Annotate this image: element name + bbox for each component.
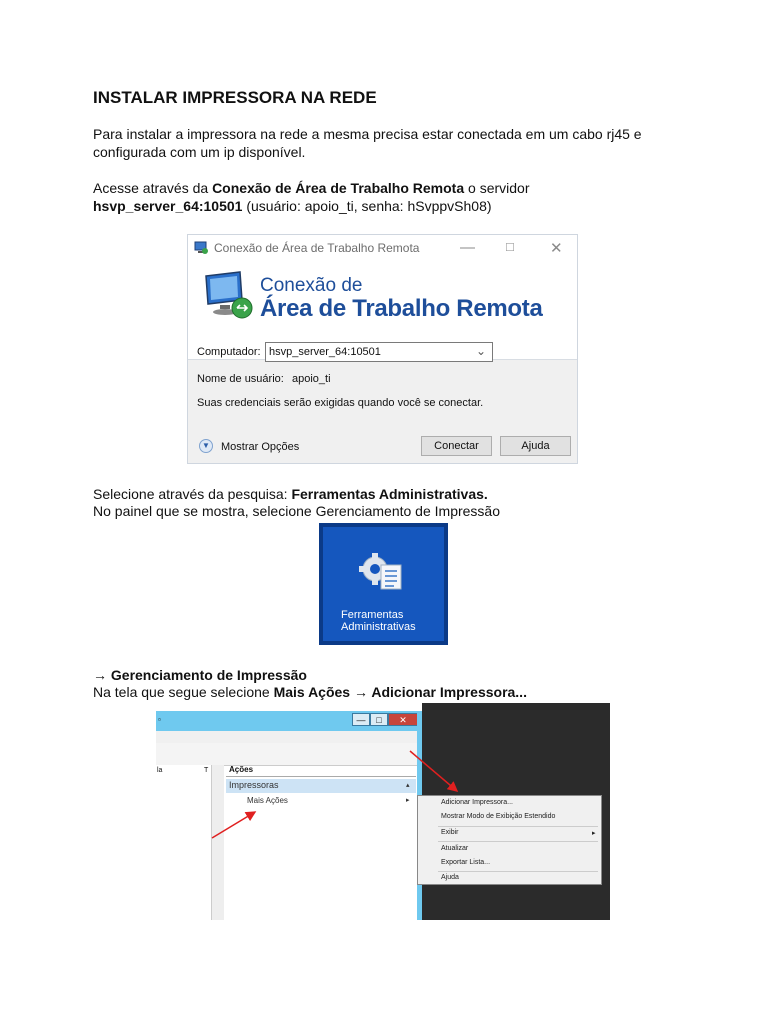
access-pre: Acesse através da [93,180,213,196]
intro-line-2: configurada com um ip disponível. [93,144,306,160]
access-bold: Conexão de Área de Trabalho Remota [212,180,465,196]
menu-help[interactable]: Ajuda [441,874,459,881]
show-options-link[interactable]: Mostrar Opções [221,441,300,453]
server-post: (usuário: apoio_ti, senha: hSvppvSh08) [242,198,492,214]
pm-actions-header: Ações [226,765,416,777]
user-label: Nome de usuário: [197,373,284,385]
rdp-app-icon [194,240,209,255]
pm-left-col-text: la [157,767,163,774]
access-paragraph [93,179,530,198]
submenu-arrow-icon: ▸ [406,797,410,804]
menu-add-printer[interactable]: Adicionar Impressora... [441,799,513,806]
access-post: o servidor [464,180,530,196]
menu-extended-view[interactable]: Mostrar Modo de Exibição Estendido [441,813,556,820]
tile-label [341,609,416,633]
pm-left-col-t: T [204,767,209,774]
tile-label-line-2: Administrativas [341,621,416,633]
computer-value: hsvp_server_64:10501 [269,346,381,358]
intro-line-1: Para instalar a impressora na rede a mesma precisa estar conectada em um cabo rj45 e [93,126,642,142]
step-arrow: → [93,667,111,683]
next-paragraph [93,683,527,702]
expand-options-icon[interactable]: ▼ [199,439,213,453]
step-bold: Gerenciamento de Impressão [110,667,307,683]
menu-refresh[interactable]: Atualizar [441,845,469,852]
server-paragraph [93,197,492,216]
panel-paragraph: No painel que se mostra, selecione Gerenciamento de Impressão [93,503,500,519]
print-management-screenshot [156,703,610,920]
annotation-arrows [156,703,610,920]
tile-label-line-1: Ferramentas [341,609,404,621]
rdp-banner-line-2: Área de Trabalho Remota [260,295,543,322]
server-bold: hsvp_server_64:10501 [93,198,243,214]
search-bold: Ferramentas Administrativas. [291,486,488,502]
minimize-icon[interactable]: — [460,239,475,256]
rdp-banner-line-1: Conexão de [260,275,363,296]
rdp-titlebar [188,235,577,261]
user-value: apoio_ti [292,373,331,385]
menu-view[interactable]: Exibir [441,829,459,836]
computer-combobox[interactable] [265,342,493,362]
computer-label: Computador: [197,346,261,358]
close-icon[interactable]: ✕ [550,240,563,257]
maximize-icon[interactable]: □ [506,239,514,254]
next-bold-1: Mais Ações [273,684,351,700]
next-pre: Na tela que segue selecione [93,684,274,700]
collapse-arrow-icon[interactable]: ▴ [406,782,410,789]
remote-desktop-monitor-icon [202,270,254,322]
page-title: INSTALAR IMPRESSORA NA REDE [93,88,377,107]
pm-selected-printers[interactable]: Impressoras [226,779,416,793]
pm-minimize-icon[interactable]: — [352,713,370,726]
next-mid: → [350,684,372,700]
chevron-down-icon[interactable]: ⌄ [475,344,486,358]
rdp-dialog-screenshot [187,234,578,464]
next-bold-2: Adicionar Impressora... [371,684,527,700]
red-arrow-to-add-printer [410,751,457,791]
credentials-note: Suas credenciais serão exigidas quando você se conectar. [197,397,484,409]
red-arrow-to-more-actions [212,812,255,838]
pm-more-actions[interactable]: Mais Ações [247,796,288,805]
pm-title-icon: ▫ [158,715,161,724]
rdp-window-title: Conexão de Área de Trabalho Remota [214,241,420,255]
admin-tools-tile[interactable] [319,523,448,645]
search-pre: Selecione através da pesquisa: [93,486,292,502]
menu-view-arrow-icon: ▸ [592,830,596,837]
pm-maximize-icon[interactable]: □ [370,713,388,726]
menu-export[interactable]: Exportar Lista... [441,859,491,866]
connect-button[interactable]: Conectar [421,436,492,456]
pm-close-icon[interactable]: ✕ [388,713,418,726]
help-button[interactable]: Ajuda [500,436,571,456]
admin-tools-gear-icon [359,551,407,593]
